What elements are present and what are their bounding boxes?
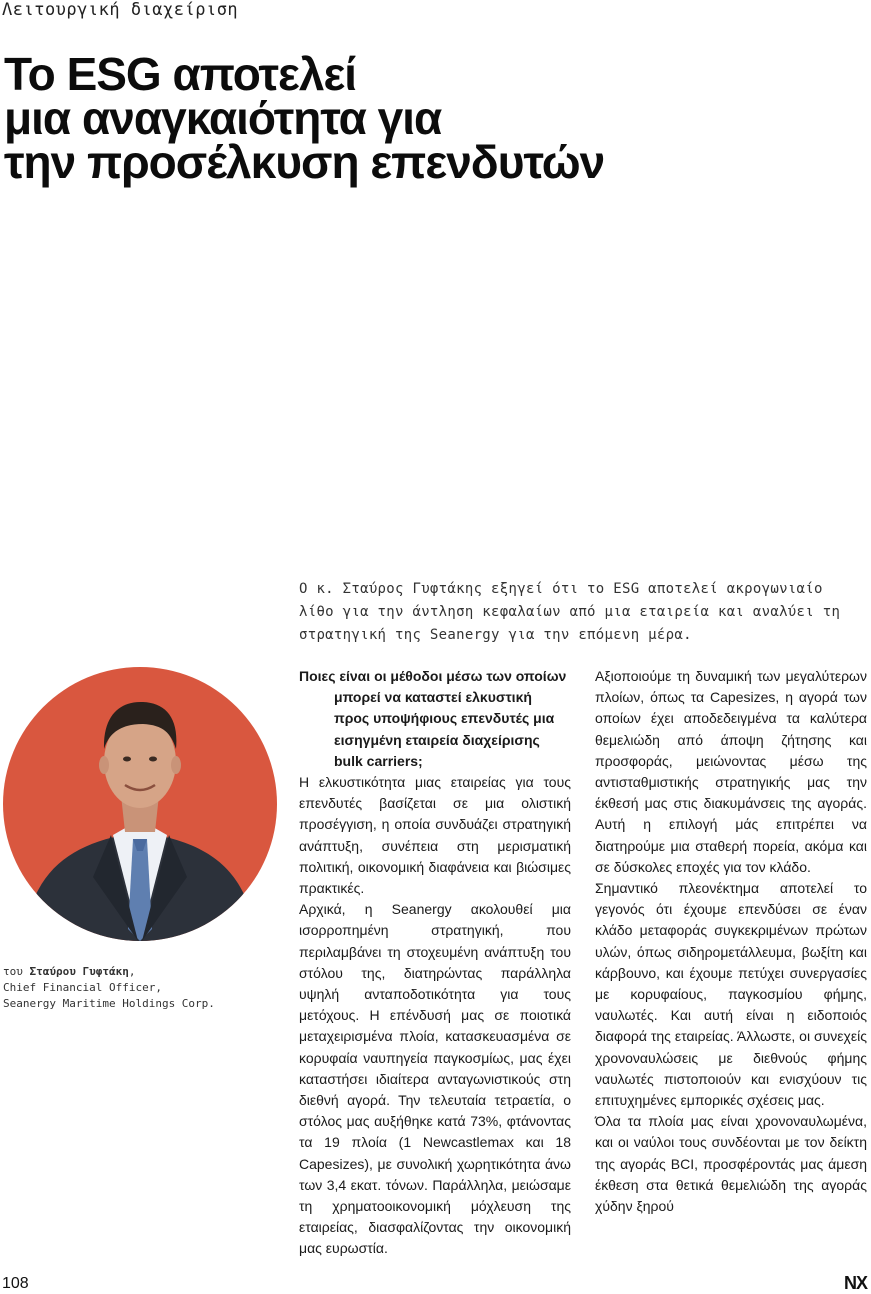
- headline-line-2: μια αναγκαιότητα για: [4, 92, 442, 144]
- portrait-caption: [3, 964, 273, 1012]
- brand-logo: NX: [843, 1273, 867, 1293]
- interview-question: [299, 666, 571, 772]
- column2-paragraph-2: Σημαντικό πλεονέκτημα αποτελεί το γεγονός ότι έχουμε επενδύσει σε έναν κλάδο μεταφοράς συγκεκριμένων πρώτων υλών, όπως σιδηρομετάλλευμα, βωξίτη και κάρβουνο, και έχουμε πετύχει συνεργασίες με κορυφαίους, παγκοσμίου φήμης, ναυλωτές. Και αυτή είναι η ειδοποιός διαφορά της εταιρείας. Άλλωστε, οι συνεχείς χρονοναυλώσεις με διεθνούς φήμης ναυλωτές πιστοποιούν και ενισχύουν τις επιτυχημένες εμπορικές σχέσεις μας.: [595, 880, 867, 1109]
- caption-company: Seanergy Maritime Holdings Corp.: [3, 997, 215, 1010]
- author-portrait: [3, 667, 277, 941]
- question-rest: μπορεί να καταστεί ελκυστική προς υποψήφιους επενδυτές μια εισηγμένη εταιρεία διαχείρισης bulk carriers;: [334, 689, 555, 769]
- column2-paragraph-3: Όλα τα πλοία μας είναι χρονοναυλωμένα, και οι ναύλοι τους συνδέονται με τον δείκτη της αγοράς BCI, προσφέροντάς μας άμεση έκθεση στα θετικά θεμελιώδη της αγοράς χύδην ξηρού: [595, 1113, 867, 1215]
- article-lead: Ο κ. Σταύρος Γυφτάκης εξηγεί ότι το ESG αποτελεί ακρογωνιαίο λίθο για την άντληση κεφαλαίων από μια εταιρεία και αναλύει τη στρατηγική της Seanergy για την επόμενη μέρα.: [299, 581, 841, 643]
- portrait-illustration: [3, 667, 277, 941]
- column2-paragraph-1: Αξιοποιούμε τη δυναμική των μεγαλύτερων πλοίων, όπως τα Capesizes, η αγορά των οποίων έχει αποδεδειγμένα τα καλύτερα θεμελιώδη από άποψη ζήτησης και προσφοράς, μειώνοντας μέσω της αντισταθμιστικής στρατηγικής μας την έκθεσή μας στις διακυμάνσεις της αγοράς. Αυτή η επιλογή μάς επιτρέπει να διατηρούμε μια σταθερή πορεία, ακόμα και σε δύσκολες εποχές για τον κλάδο.: [595, 668, 867, 875]
- column1-paragraph-1: Η ελκυστικότητα μιας εταιρείας για τους επενδυτές βασίζεται σε μια ολιστική προσέγγιση, η οποία συνδυάζει στρατηγική ανάπτυξη, συνέπεια στη μερισματική πολιτική, οικονομική διαφάνεια και βιώσιμες πρακτικές.: [299, 774, 571, 897]
- column1-paragraph-2: Αρχικά, η Seanergy ακολουθεί μια ισορροπημένη στρατηγική, που περιλαμβάνει τη στοχευμένη ανάπτυξη του στόλου της, διατηρώντας παράλληλα υψηλή ανταποδοτικότητα για τους μετόχους. Η επένδυσή μας σε ποιοτικά μεταχειρισμένα πλοία, κατασκευασμένα σε κορυφαία ναυπηγεία παγκοσμίως, μας έχει καταστήσει ιδιαίτερα ανταγωνιστικούς στη διεθνή αγορά. Την τελευταία τετραετία, ο στόλος μας αυξήθηκε κατά 73%, φτάνοντας τα 19 πλοία (1 Newcastlemax και 18 Capesizes), με συνολική χωρητικότητα άνω των 3,4 εκατ. τόνων. Παράλληλα, μειώσαμε τη χρηματοοικονομική μόχλευση της εταιρείας, διασφαλίζοντας την οικονομική μας ευρωστία.: [299, 901, 571, 1257]
- headline-line-1: Το ESG αποτελεί: [4, 48, 357, 100]
- caption-role: Chief Financial Officer,: [3, 981, 162, 994]
- section-label: Λειτουργική διαχείριση: [2, 0, 239, 20]
- article-headline: [4, 48, 864, 188]
- caption-author-line: [3, 964, 273, 980]
- article-column-2: [595, 666, 867, 1217]
- caption-prefix: του: [3, 965, 30, 978]
- headline-line-3: την προσέλκυση επενδυτών: [4, 136, 605, 188]
- caption-author-name: Σταύρου Γυφτάκη: [29, 965, 129, 978]
- caption-name-suffix: ,: [128, 965, 136, 978]
- page-number: 108: [2, 1275, 29, 1292]
- question-first-line: Ποιες είναι οι μέθοδοι μέσω των οποίων: [299, 668, 567, 684]
- article-column-1: [299, 666, 571, 1260]
